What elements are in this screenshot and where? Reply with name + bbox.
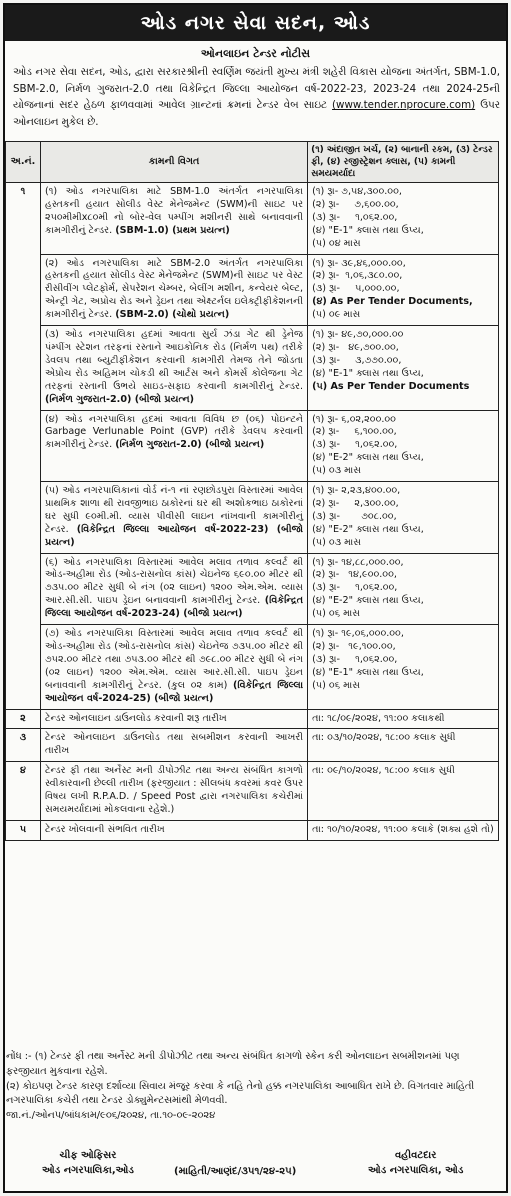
row-number: ૧ xyxy=(6,183,41,710)
row-number: ૨ xyxy=(6,709,41,729)
term-class: (૪) "E-1" ક્લાસ તથા ઉપ્ય, xyxy=(312,224,424,236)
work-terms xyxy=(308,183,499,255)
info-department-ref: (માહિતી/આણંદ/૩૫૧/૨૪-૨૫) xyxy=(174,1166,297,1177)
administrator-org: ઓડ નગરપાલિકા, ઓડ xyxy=(368,1165,464,1176)
work-tag: (નિર્મળ ગુજરાત-2.0) (બીજો પ્રયત્ન) xyxy=(115,439,265,451)
schedule-item: ટેન્ડર ફી તથા અર્નેસ્ટ મની ડીપોઝીટ તથા અન્ય સંબંધિત કાગળો સ્વીકારવાની છેલ્લી તારીખ (ફરજીયાત : સીલબંધ કવરમાં કવર ઉપર વિષય લખી R.P.A.D. / Speed Post દ્વારા નગરપાલિકા કચેરીમાં સમયમર્યાદામાં મોકલવાના રહેશે.) xyxy=(40,762,307,821)
reference-number: જા.નં./ઓનપ/બાંધકામ/૯૦૬/૨૦૨૪, તા.૧૦-૦૯-૨૦૨૪ xyxy=(6,1110,216,1122)
work-text: (૬) ઓડ નગરપાલિકા વિસ્તારમાં આવેલ મલાવ તળાવ કલ્વર્ટ થી ઓડ-અહીમા રોડ (ઓડ-રાસનોલ કાંસ) ચેઇનેજ ૬૯૦.૦૦ મીટર થી ૭૩૫.૦૦ મીટર સુધી બે નંગ (૦૨ લાઇન) ૧૨૦૦ એમ.એમ. વ્યાસ આર.સી.સી. પાઇપ ડ્રેઇન બનાવવાની કામગીરીનું ટેન્ડર. xyxy=(44,556,304,607)
schedule-date: તા: ૦૩/૧૦/૨૦૨૪, ૧૮:૦૦ કલાક સુધી xyxy=(308,729,499,762)
work-tag: (નિર્મળ ગુજરાત-2.0) (બીજો પ્રયત્ન) xyxy=(44,393,194,405)
term-duration: (૫) ૦૯ માસ xyxy=(312,309,361,321)
term-fee: (૩) રૂા- ૧,૦૬૨.૦૦, xyxy=(312,653,398,665)
term-class: (૪) As Per Tender Documents, xyxy=(312,296,473,308)
term-class: (૪) "E-1" ક્લાસ તથા ઉપ્ય, xyxy=(312,666,424,678)
table-row xyxy=(6,625,499,709)
term-fee: (૩) રૂા- ૧,૦૬૨.૦૦, xyxy=(312,439,398,451)
table-row xyxy=(6,183,499,255)
schedule-date: તા: ૧૦/૧૦/૨૦૨૪, ૧૧:૦૦ કલાકે (શક્ય હશે તો) xyxy=(308,820,499,840)
work-text: (૪) ઓડ નગરપાલિકા હદમાં આવતા વિવિધ છ (૦૬) પોઇન્ટને Garbage Verlunable Point (GVP) તરીકે ડેવલપ કરવાની કામગીરીનું ટેન્ડર. xyxy=(44,413,304,451)
term-deposit: (૨) રૂા- ૧૯,૧૦૦.૦૦, xyxy=(312,641,396,652)
work-description xyxy=(40,410,307,482)
schedule-date: તા: ૧૮/૦૯/૨૦૨૪, ૧૧:૦૦ કલાકથી xyxy=(308,709,499,729)
term-cost: (૧) રૂા- ૪૯,૭૦,૦૦૦.૦૦ xyxy=(312,329,404,341)
table-row xyxy=(6,254,499,326)
chief-officer-signature xyxy=(42,1148,134,1178)
work-description xyxy=(40,482,307,554)
work-description xyxy=(40,183,307,255)
work-tag: (વિકેન્દ્રિત જિલ્લા આયોજન વર્ષ-2023-24) (બીજો પ્રયત્ન) xyxy=(44,595,304,620)
intro-text: ઓડ નગર સેવા સદન, ઓડ, દ્વારા સરકારશ્રીની સ્વર્ણિમ જયંતી મુખ્ય મંત્રી શહેરી વિકાસ યોજના અંતર્ગત, SBM-1.0, SBM-2.0, નિર્મળ ગુજરાત-2.0 તથા વિકેન્દ્રિત જિલ્લા આયોજન વર્ષ-2022-23, 2023-24 તથા 2024-25ની યોજનાનાં સદર હેઠળ ફાળવવામાં આવેલ ગ્રાન્ટનાં ક્રમનાં ટેન્ડર વેબ સાઇટ xyxy=(13,66,500,111)
schedule-item: ટેન્ડર ઓનલાઇન ડાઉનલોડ તથા સબમીશન કરવાની આખરી તારીખ xyxy=(40,729,307,762)
intro-text-end: ઉપર ઓનલાઇન મુકેલ છે. xyxy=(13,99,500,128)
tender-table xyxy=(5,141,499,841)
term-deposit: (૨) રૂા- ૭,૬૦૦.૦૦, xyxy=(312,198,399,210)
table-row xyxy=(6,326,499,410)
work-tag: (SBM-2.0) (ચોથો પ્રયત્ન) xyxy=(115,309,230,321)
table-row xyxy=(6,482,499,554)
administrator-signature xyxy=(368,1148,463,1178)
work-tag: (વિકેન્દ્રિત જિલ્લા આયોજન વર્ષ-2024-25) (બીજો પ્રયત્ન) xyxy=(44,679,304,704)
masthead-title: ઓડ નગર સેવા સદન, ઓડ xyxy=(5,5,506,41)
term-class: (૪) "E-2" ક્લાસ તથા ઉપ્ય, xyxy=(312,595,424,607)
notice-intro xyxy=(5,61,506,130)
term-cost: (૧) રૂા- ૭,૫૪,૩૦૦.૦૦, xyxy=(312,186,402,197)
row-number: ૪ xyxy=(6,762,41,821)
work-terms xyxy=(308,553,499,625)
work-terms xyxy=(308,625,499,709)
work-terms xyxy=(308,410,499,482)
note-one: નોંધ :- (૧) ટેન્ડર ફી તથા અર્નેસ્ટ મની ડીપોઝીટ તથા અન્ય સંબંધિત કાગળો સ્કેન કરી ઓનલાઇન સબમીશનમાં પણ ફરજીયાત મુકવાના રહેશે. xyxy=(6,1051,460,1077)
work-tag: (વિકેન્દ્રિત જિલ્લા આયોજન વર્ષ-2022-23) (બીજો પ્રયત્ન) xyxy=(44,523,304,548)
work-description xyxy=(40,254,307,326)
notice-subtitle: ઓનલાઇન ટેન્ડર નોટીસ xyxy=(200,47,311,60)
work-description xyxy=(40,326,307,410)
term-cost: (૧) રૂા- ૨,૨૩,૪૦૦.૦૦, xyxy=(312,485,401,497)
term-deposit: (૨) રૂા- ૧૪,૯૦૦.૦૦, xyxy=(312,569,397,581)
term-cost: (૧) રૂા- ૧૪,૮૮,૦૦૦.૦૦, xyxy=(312,556,404,568)
chief-officer-org: ઓડ નગરપાલિકા,ઓડ xyxy=(42,1165,134,1176)
term-deposit: (૨) રૂા- ૨,૩૦૦.૦૦, xyxy=(312,497,399,509)
term-fee: (૩) રૂા- ૩,૭૭૦.૦૦, xyxy=(312,354,402,366)
footnotes xyxy=(6,1050,500,1124)
work-terms xyxy=(308,482,499,554)
term-duration: (૫) ૦૬ માસ xyxy=(312,608,361,620)
schedule-item: ટેન્ડર ખોલવાની સંભવિત તારીખ xyxy=(40,820,307,840)
work-text: (૩) ઓડ નગરપાલિકા હદમાં આવતા સુર્ય ઝંડા ગેટ થી ડ્રેનેજ પંમ્પીંગ સ્ટેશન તરફનાં રસ્તાને આઇકોનિક રોડ (નિર્મળ પથ) તરીકે ડેવલપ તથા બ્યુટીફીકેશન કરવાની કામગીરી તેમજ તેને જોડતા એપ્રોચ રોડ અહિમખ ચોકડી થી આર્ટસ અને કોમર્સ કોલેજના ગેટ તરફનાં રસ્તાની ઉભયે સાઇડ-સફાઇ કરવાની કામગીરીનું ટેન્ડર. xyxy=(44,329,304,392)
work-terms xyxy=(308,254,499,326)
term-class: (૪) "E-2" ક્લાસ તથા ઉપ્ય, xyxy=(312,452,424,464)
term-duration: (૫) ૦૬ માસ xyxy=(312,679,361,691)
table-row xyxy=(6,553,499,625)
term-deposit: (૨) રૂા- ૬,૧૦૦.૦૦, xyxy=(312,426,397,438)
header-work: કામની વિગત xyxy=(40,142,307,183)
term-deposit: (૨) રૂા- ૪૯,૭૦૦.૦૦, xyxy=(312,341,399,353)
schedule-row xyxy=(6,729,499,762)
work-terms xyxy=(308,326,499,410)
term-cost: (૧) રૂા- ૩૯,૪૬,૦૦૦.૦૦, xyxy=(312,257,406,269)
work-tag: (SBM-1.0) (પ્રથમ પ્રયત્ન) xyxy=(115,224,230,236)
row-number: ૫ xyxy=(6,820,41,840)
term-fee: (૩) રૂા- ૧,૦૬૨.૦૦, xyxy=(312,211,398,223)
table-row xyxy=(6,410,499,482)
work-text: (૨) ઓડ નગરપાલિકા માટે SBM-2.0 અંતર્ગત નગરપાલિકા હસ્તકની હયાત સોલીડ વેસ્ટ મેનેજમેન્ટ (SWM)ની સાઇટ પર વેસ્ટ રીસીવીંગ પ્લેટફોર્મ, સેપરેશન ચેમ્બર, બેલીંગ મશીન, કન્વેયર બેલ્ટ, એન્ટ્રી ગેટ, અપ્રોચ રોડ અને ડ્રેઇન તથા એક્ષ્ટર્નલ ઇલેક્ટ્રીફીકેશનની કામગીરીનું ટેન્ડર. xyxy=(44,257,304,321)
term-class: (૪) "E-2" ક્લાસ તથા ઉપ્ય, xyxy=(312,523,424,535)
term-duration: (૫) ૦૩ માસ xyxy=(312,536,362,548)
work-description xyxy=(40,625,307,709)
signature-block xyxy=(6,1148,500,1186)
term-fee: (૩) રૂા- ૭૦૮.૦૦, xyxy=(312,510,397,522)
schedule-date: તા: ૦૯/૧૦/૨૦૨૪, ૧૮:૦૦ કલાક સુધી xyxy=(308,762,499,821)
schedule-item: ટેન્ડર ઓનલાઇન ડાઉનલોડ કરવાની શરૂ તારીખ xyxy=(40,709,307,729)
term-cost: (૧) રૂા- ૧૯,૦૬,૦૦૦.૦૦, xyxy=(312,628,404,640)
schedule-row xyxy=(6,820,499,840)
row-number: ૩ xyxy=(6,729,41,762)
term-duration: (૫) As Per Tender Documents xyxy=(312,380,470,392)
table-header-row xyxy=(6,142,499,183)
term-duration: (૫) ૦૩ માસ xyxy=(312,465,362,477)
work-text: (૧) ઓડ નગરપાલિકા માટે SBM-1.0 અંતર્ગત નગરપાલિકા હસ્તકની હયાત સોલીડ વેસ્ટ મેનેજમેન્ટ (SWM)ની સાઇટ પર ૨૫૦મીમીx૮૦મી નો બોર-વેલ પમ્પીંગ મશીનરી સાથે બનાવવાની કામગીરીનું ટેન્ડર. xyxy=(44,186,304,236)
tender-website-link[interactable]: (www.tender.nprocure.com) xyxy=(332,99,476,111)
term-class: (૪) "E-1" ક્લાસ તથા ઉપ્ય, xyxy=(312,367,424,379)
term-duration: (૫) ૦૪ માસ xyxy=(312,237,361,249)
header-terms: (૧) અંદાજીત ખર્ચ, (૨) બાનાની રકમ, (૩) ટેન્ડર ફી, (૪) રજીસ્ટ્રેશન ક્લાસ, (૫) કામની સમયમર્યાદા xyxy=(308,142,499,183)
term-cost: (૧) રૂા- ૬,૦૨,૨૦૦.૦૦ xyxy=(312,413,396,425)
header-no: અ.નં. xyxy=(6,142,41,183)
work-text: (૭) ઓડ નગરપાલિકા વિસ્તારમાં આવેલ મલાવ તળાવ કલ્વર્ટ થી ઓડ-અહીમા રોડ (ઓડ-રાસનોલ કાંસ) ચેઇનેજ ૭૩૫.૦૦ મીટર થી ૭૫૨.૦૦ મીટર તથા ૭૫૩.૦૦ મીટર થી ૭૯૮.૦૦ મીટર સુધી બે નંગ (૦૨ લાઇન) ૧૨૦૦ એમ.એમ. વ્યાસ આર.સી.સી. પાઇપ ડ્રેઇન બનાવવાની કામગીરીનું ટેન્ડર. (કુલ ૦૨ કામ) xyxy=(44,628,304,691)
work-description xyxy=(40,553,307,625)
work-text: (૫) ઓડ નગરપાલિકાનાં વોર્ડ નં-૧ નાં રણછોડપુરા વિસ્તારમાં આવેલ પ્રાથમિક શાળા થી રાવજીભાઇ ઠાકોરનાં ઘર થી અશોકભાઇ ઠાકોરનાં ઘર સુધી ૯૦મી.મી. વ્યાસ પીવીસી લાઇન નાંખવાની કામગીરીનું ટેન્ડર. xyxy=(44,485,304,535)
term-deposit: (૨) રૂા- ૧,૦૬,૩૮૦.૦૦, xyxy=(312,270,403,282)
schedule-row xyxy=(6,709,499,729)
note-two: (૨) કોઇપણ ટેન્ડર કારણ દર્શાવ્યા સિવાય મંજૂર કરવા કે નહિ તેનો હક્ક નગરપાલિકા આબાધિત રાખે છે. વિગતવાર માહિતી નગરપાલિકા કચેરી તથા ટેન્ડર ડોક્યુમેન્ટસમાંથી મેળવવી. xyxy=(6,1080,475,1107)
chief-officer-title: ચીફ ઓફિસર xyxy=(59,1150,117,1161)
schedule-row xyxy=(6,762,499,821)
term-fee: (૩) રૂા- ૧,૦૬૨.૦૦, xyxy=(312,582,398,594)
administrator-title: વહીવટદાર xyxy=(394,1150,437,1161)
term-fee: (૩) રૂા- ૫,૦૦૦.૦૦, xyxy=(312,283,400,295)
